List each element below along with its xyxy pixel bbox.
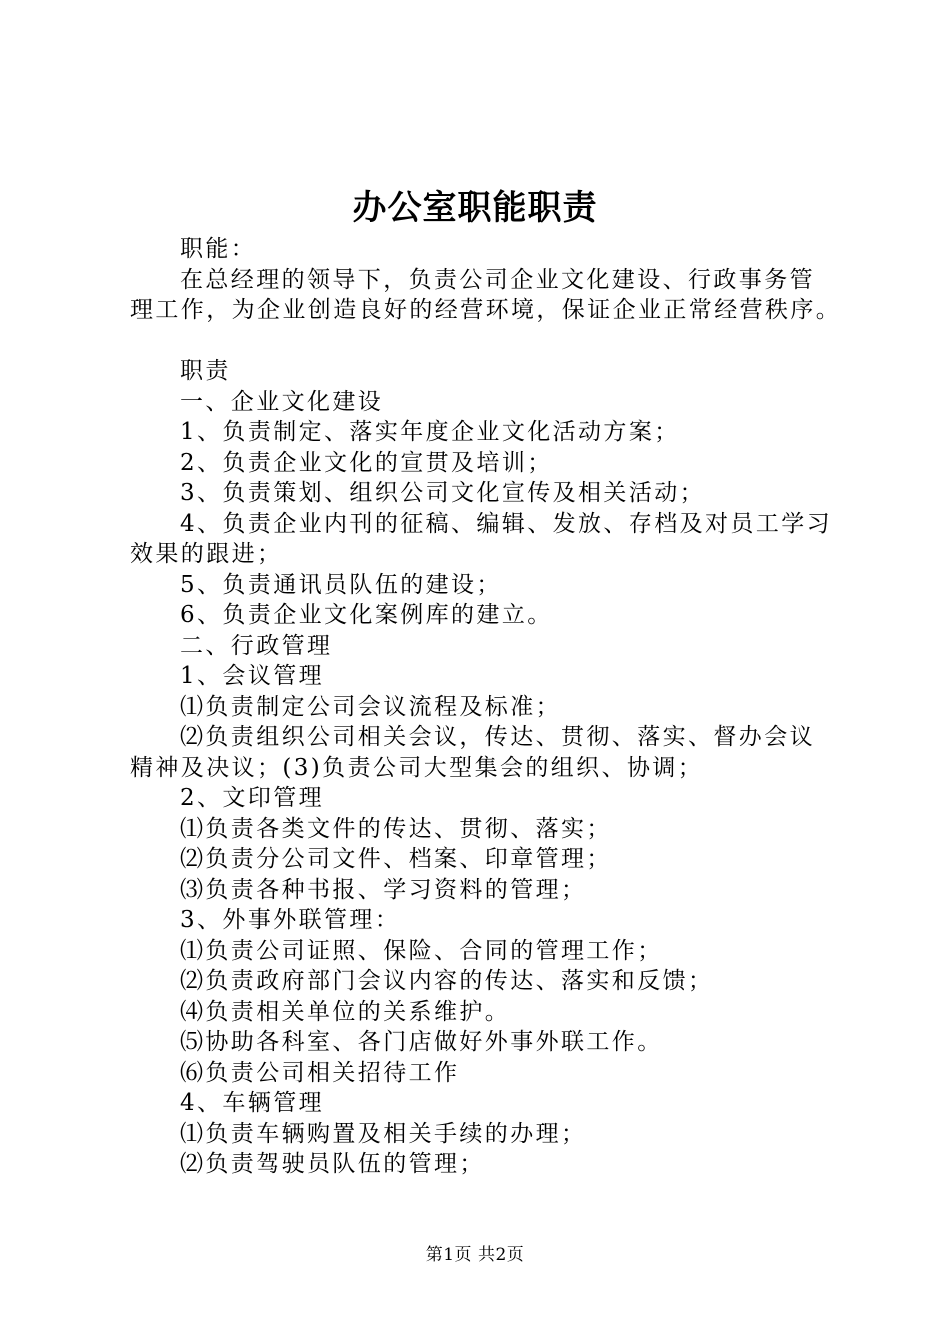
paragraph-line: 理工作，为企业创造良好的经营环境，保证企业正常经营秩序。 (130, 297, 842, 323)
list-item: ⑴负责制定公司会议流程及标准； (180, 693, 561, 720)
list-item: ⑴负责公司证照、保险、合同的管理工作； (180, 937, 663, 964)
list-item: ⑵负责组织公司相关会议，传达、贯彻、落实、督办会议 (180, 724, 815, 750)
list-item: ⑴负责车辆购置及相关手续的办理； (180, 1120, 587, 1147)
blank-line (130, 326, 840, 357)
list-item: 1、负责制定、落实年度企业文化活动方案； (180, 419, 680, 445)
list-item-continuation: 效果的跟进； (130, 541, 283, 567)
list-item: 2、负责企业文化的宣贯及培训； (180, 449, 553, 476)
list-item: ⑴负责各类文件的传达、贯彻、落实； (180, 815, 612, 842)
list-item: ⑵负责政府部门会议内容的传达、落实和反馈； (180, 968, 714, 994)
list-item: 4、负责企业内刊的征稿、编辑、发放、存档及对员工学习 (180, 510, 833, 537)
list-item: ⑵负责驾驶员队伍的管理； (180, 1151, 485, 1177)
page-footer: 第1页 共2页 (425, 1245, 525, 1265)
subheading-external-affairs: 3、外事外联管理： (180, 907, 401, 933)
paragraph-line: 在总经理的领导下，负责公司企业文化建设、行政事务管 (180, 266, 815, 293)
list-item: 6、负责企业文化案例库的建立。 (180, 602, 553, 628)
list-item: ⑵负责分公司文件、档案、印章管理； (180, 846, 612, 872)
list-item: ⑸协助各科室、各门店做好外事外联工作。 (180, 1029, 663, 1055)
list-item: 5、负责通讯员队伍的建设； (180, 571, 502, 598)
subheading-meetings: 1、会议管理 (180, 663, 325, 689)
list-item: 3、负责策划、组织公司文化宣传及相关活动； (180, 480, 706, 506)
subheading-vehicles: 4、车辆管理 (180, 1090, 325, 1116)
list-item-continuation: 精神及决议；(3)负责公司大型集会的组织、协调； (130, 754, 704, 781)
section-label-duties: 职责 (180, 358, 231, 384)
heading-administration: 二、行政管理 (180, 632, 333, 659)
heading-culture: 一、企业文化建设 (180, 388, 384, 415)
list-item: ⑶负责各种书报、学习资料的管理； (180, 876, 587, 903)
list-item: ⑷负责相关单位的关系维护。 (180, 998, 511, 1025)
document-title: 办公室职能职责 (352, 188, 598, 228)
subheading-printing: 2、文印管理 (180, 785, 325, 811)
list-item: ⑹负责公司相关招待工作 (180, 1059, 460, 1086)
section-label-functions: 职能： (180, 236, 257, 262)
document-body (130, 234, 840, 1180)
